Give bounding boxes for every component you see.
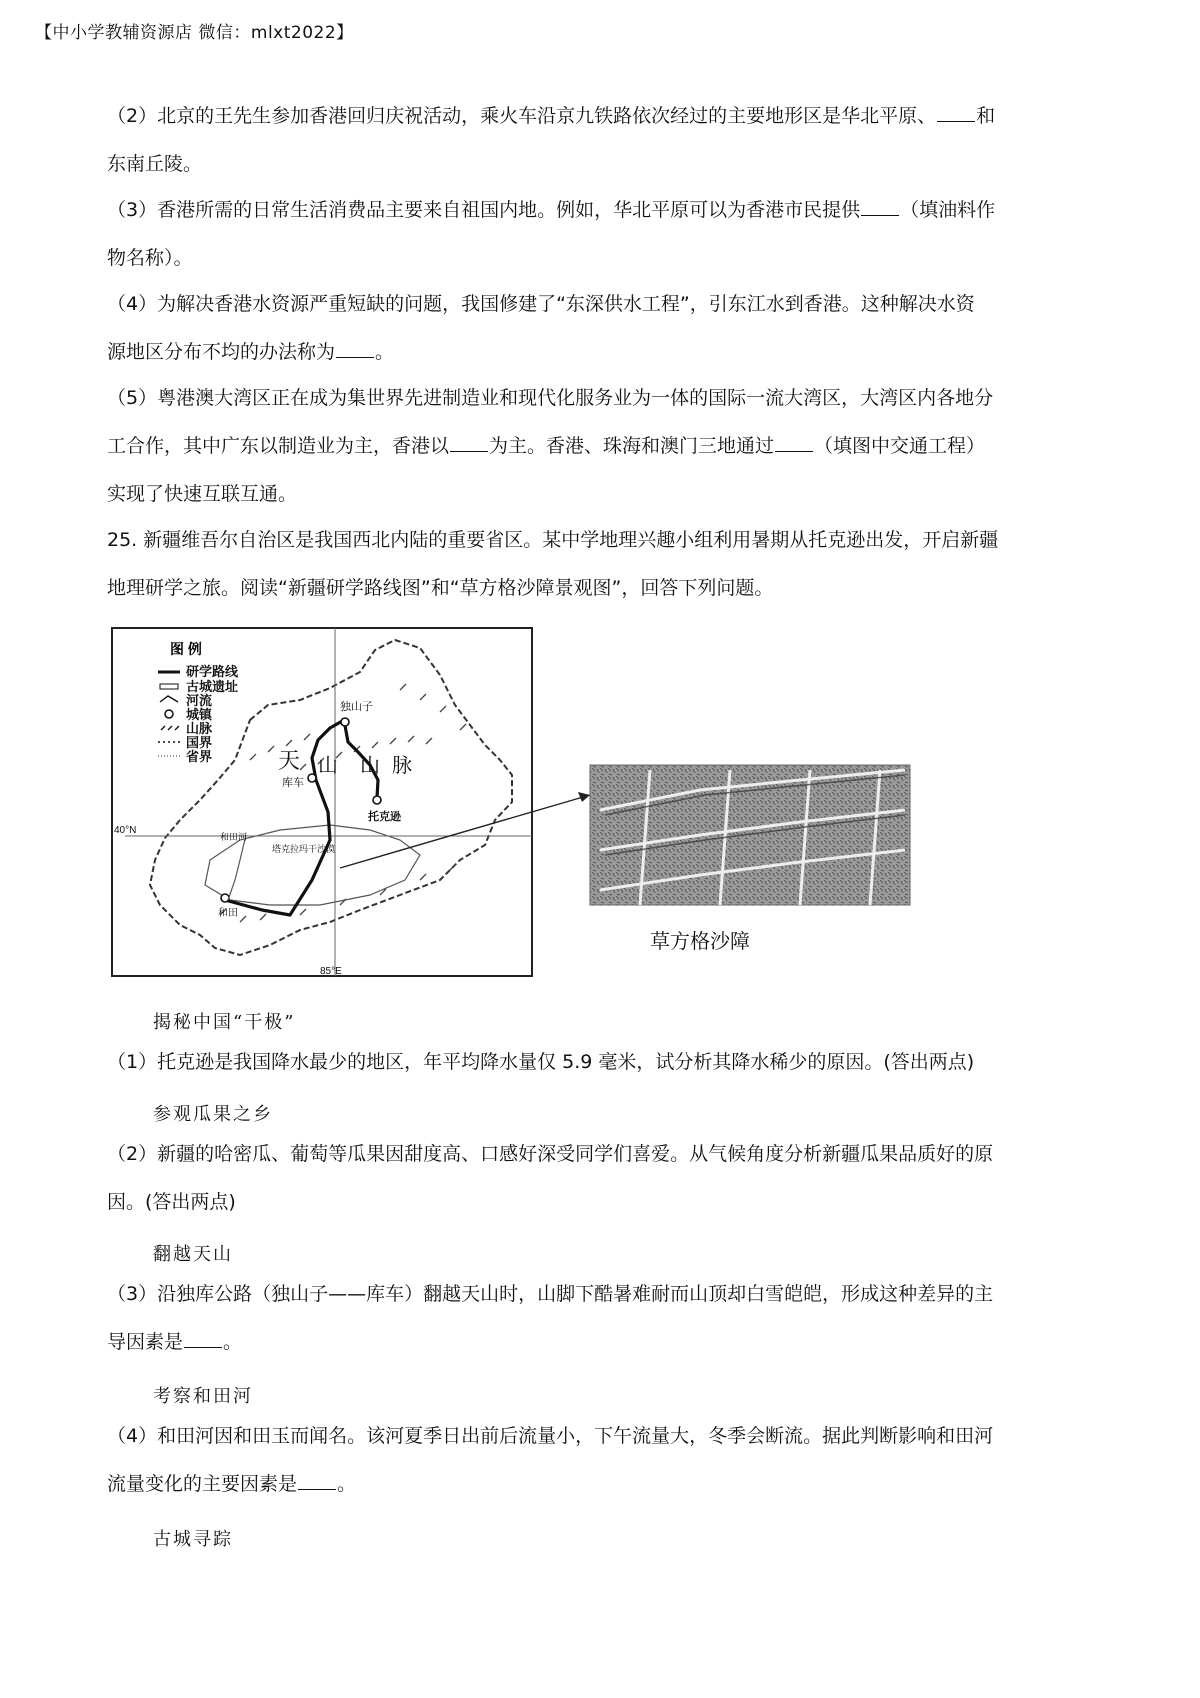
- q5-line1: （5）粤港澳大湾区正在成为集世界先进制造业和现代化服务业为一体的国际一流大湾区，大湾区内各地分: [107, 387, 994, 409]
- label-kuche: 库车: [282, 777, 304, 789]
- q25-line1: 25. 新疆维吾尔自治区是我国西北内陆的重要省区。某中学地理兴趣小组利用暑期从托克逊出发，开启新疆: [107, 529, 999, 551]
- legend-mountain: 山脉: [186, 721, 213, 736]
- topic-dry-pole: 揭秘中国“干极”: [153, 1012, 296, 1033]
- q3-line1a: （3）香港所需的日常生活消费品主要来自祖国内地。例如，华北平原可以为香港市民提供: [107, 199, 861, 221]
- q5-line2a: 工合作，其中广东以制造业为主，香港以: [107, 435, 450, 457]
- s2-line2: 因。(答出两点): [107, 1191, 236, 1213]
- q4-line2b: 。: [375, 341, 395, 363]
- sub-question-2: [107, 1130, 1102, 1226]
- legend-town: 城镇: [186, 707, 213, 722]
- town-hetian: [221, 894, 229, 902]
- legend-river: 河流: [186, 693, 213, 708]
- q5-line3: 实现了快速互联互通。: [107, 483, 298, 505]
- q25-line2: 地理研学之旅。阅读“新疆研学路线图”和“草方格沙障景观图”，回答下列问题。: [107, 577, 774, 599]
- legend-symbol-town: [165, 710, 173, 718]
- topic-tianshan: 翻越天山: [153, 1244, 233, 1265]
- s3-line1: （3）沿独库公路（独山子——库车）翻越天山时，山脚下酷暑难耐而山顶却白雪皑皑，形成这种差异的主: [107, 1283, 994, 1305]
- photo-caption: 草方格沙障: [650, 931, 750, 953]
- sand-barrier-photo: [590, 765, 910, 905]
- answer-blank[interactable]: [298, 1472, 336, 1490]
- label-shan: 山: [318, 755, 338, 777]
- sub-question-4: [107, 1412, 1102, 1508]
- s4-line2a: 流量变化的主要因素是: [107, 1473, 298, 1495]
- header-watermark: 【中小学教辅资源店 微信：mlxt2022】: [35, 23, 354, 43]
- q5-line2b: 为主。香港、珠海和澳门三地通过: [489, 435, 775, 457]
- town-dushanzi: [341, 718, 349, 726]
- s4-line2b: 。: [337, 1473, 357, 1495]
- legend-route: 研学路线: [186, 664, 239, 679]
- legend-ruins: 古城遗址: [186, 679, 239, 694]
- s3-line2a: 导因素是: [107, 1331, 184, 1353]
- q4-line2a: 源地区分布不均的办法称为: [107, 341, 336, 363]
- town-kuche: [308, 774, 316, 782]
- s4-line1: （4）和田河因和田玉而闻名。该河夏季日出前后流量小，下午流量大，冬季会断流。据此判断影响和田河: [107, 1425, 994, 1447]
- label-desert: 塔克拉玛干沙漠: [272, 844, 336, 854]
- label-tian: 天: [278, 748, 301, 773]
- q2-line1-end: 和: [976, 105, 996, 127]
- topic-fruit-hometown: 参观瓜果之乡: [153, 1104, 273, 1125]
- label-85e: 85°E: [320, 966, 342, 977]
- label-mai: 脉: [392, 755, 412, 777]
- label-hetianhe: 和田河: [220, 832, 248, 842]
- q4-line1: （4）为解决香港水资源严重短缺的问题，我国修建了“东深供水工程”，引东江水到香港。这种解决水资: [107, 293, 975, 315]
- answer-blank[interactable]: [184, 1330, 222, 1348]
- label-40n: 40°N: [114, 825, 137, 836]
- q2-line1: （2）北京的王先生参加香港回归庆祝活动，乘火车沿京九铁路依次经过的主要地形区是华北平原、: [107, 105, 937, 127]
- topic-hetian-river: 考察和田河: [153, 1386, 253, 1407]
- s3-line2b: 。: [223, 1331, 243, 1353]
- topic-ancient-city: 古城寻踪: [153, 1529, 233, 1550]
- legend-border: 国界: [186, 735, 213, 750]
- sub-question-3: [107, 1270, 1102, 1366]
- label-shan2: 山: [360, 755, 380, 777]
- label-hetian: 和田: [218, 908, 238, 919]
- q3-line1b: （填油料作: [900, 199, 996, 221]
- q5-line2c: （填图中交通工程）: [814, 435, 986, 457]
- q3-line2: 物名称）。: [107, 247, 193, 269]
- town-tuokexun: [373, 796, 381, 804]
- s1-line1: （1）托克逊是我国降水最少的地区，年平均降水量仅 5.9 毫米，试分析其降水稀少的原因。(答出两点): [107, 1051, 975, 1073]
- label-dushanzi: 独山子: [340, 701, 373, 713]
- sub-question-1: [107, 1038, 1102, 1086]
- s2-line1: （2）新疆的哈密瓜、葡萄等瓜果因甜度高、口感好深受同学们喜爱。从气候角度分析新疆瓜果品质好的原: [107, 1143, 994, 1165]
- label-tuokexun: 托克逊: [368, 811, 401, 823]
- legend-title: 图 例: [170, 641, 202, 657]
- q2-line2: 东南丘陵。: [107, 153, 203, 175]
- legend-province: 省界: [186, 749, 213, 764]
